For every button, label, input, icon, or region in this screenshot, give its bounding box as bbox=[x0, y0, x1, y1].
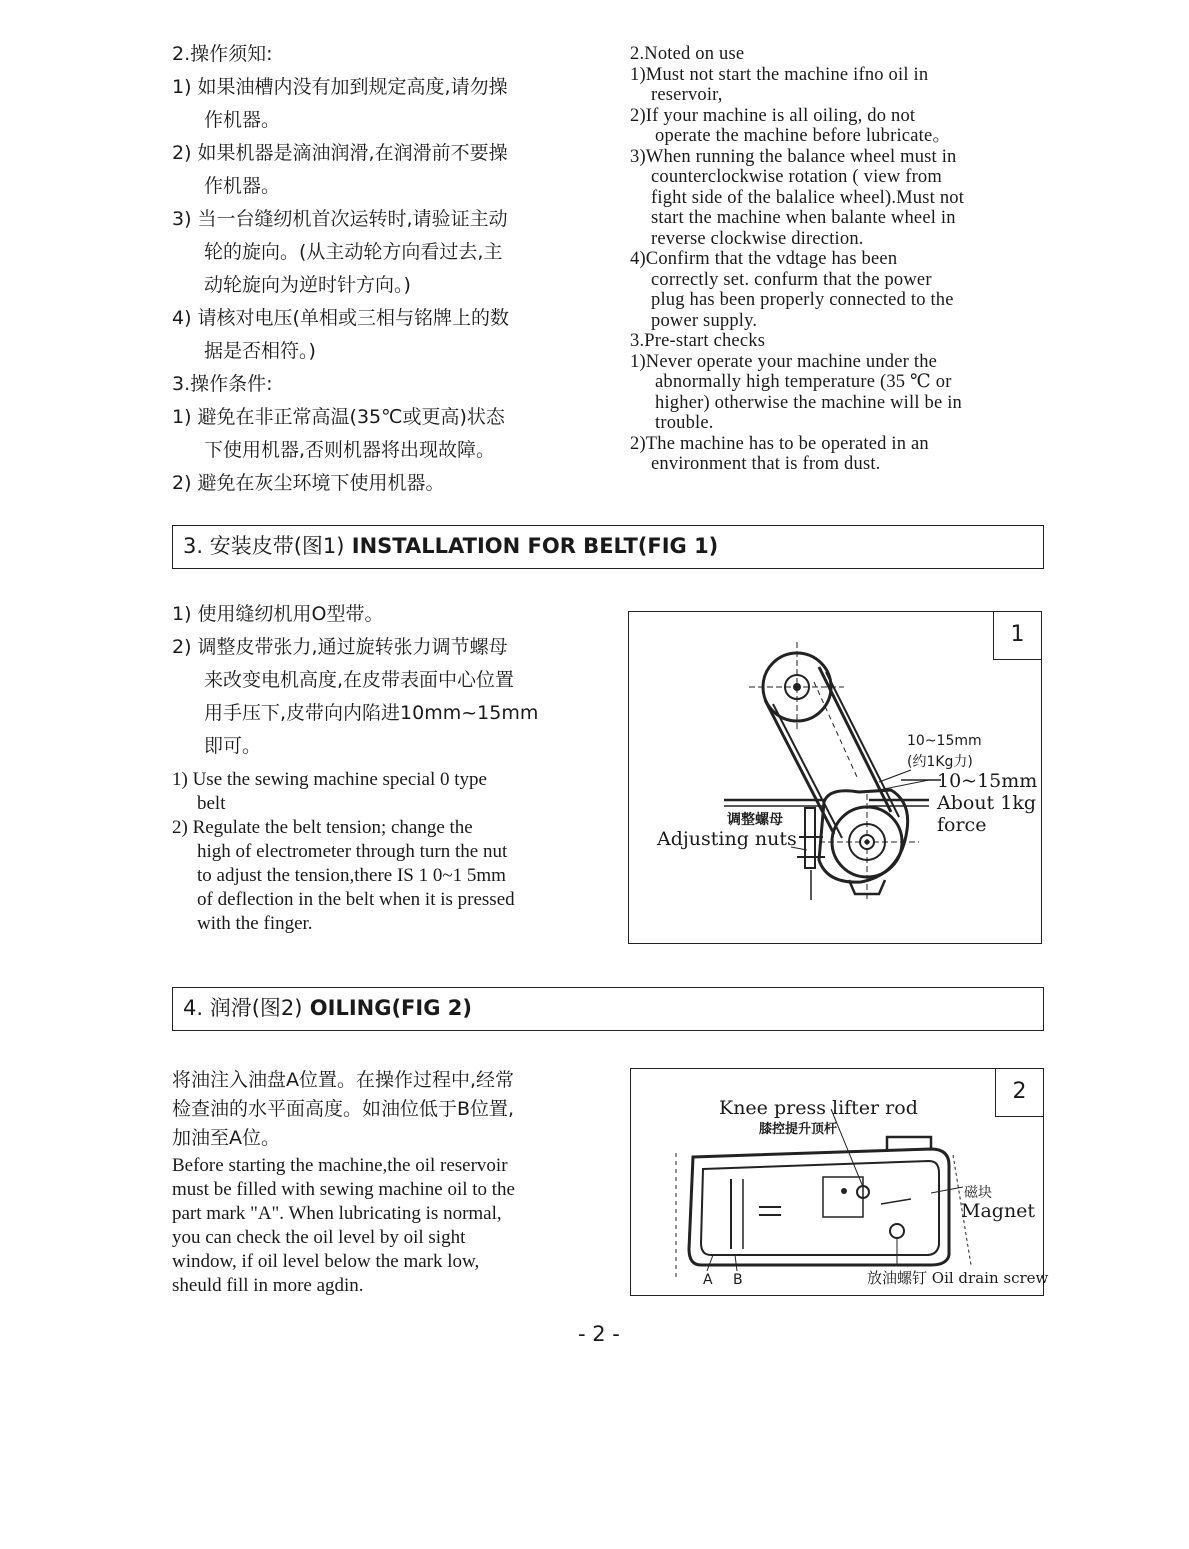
oil-cn-line: 加油至A位。 bbox=[172, 1127, 280, 1149]
notes-en-line: 3.Pre-start checks bbox=[630, 331, 766, 351]
notes-cn bbox=[172, 38, 592, 500]
notes-en-line: higher) otherwise the machine will be in bbox=[655, 392, 962, 413]
belt-en-line: 2) Regulate the belt tension; change the bbox=[172, 817, 473, 838]
notes-en-line: 3)When running the balance wheel must in bbox=[630, 146, 957, 167]
label-magnet-en: Magnet bbox=[961, 1200, 1036, 1222]
belt-cn-line: 1) 使用缝纫机用O型带。 bbox=[172, 603, 384, 625]
belt-cn-line: 2) 调整皮带张力,通过旋转张力调节螺母 bbox=[172, 636, 508, 658]
figure-1-number: 1 bbox=[993, 612, 1041, 660]
notes-en-line: plug has been properly connected to the bbox=[651, 290, 954, 310]
label-nuts-cn: 调整螺母 bbox=[727, 812, 783, 828]
notes-cn-item-cont: 作机器。 bbox=[204, 175, 281, 197]
notes-cn-item-cont: 下使用机器,否则机器将出现故障。 bbox=[204, 439, 496, 461]
belt-cn-line: 用手压下,皮带向内陷进10mm~15mm bbox=[204, 702, 539, 724]
section-oil-title-en: OILING(FIG 2) bbox=[309, 996, 472, 1020]
figure-1 bbox=[628, 611, 1042, 944]
notes-en-line: 2.Noted on use bbox=[630, 44, 745, 64]
section-oil-header bbox=[172, 987, 1044, 1031]
oil-en-line: window, if oil level below the mark low, bbox=[172, 1251, 480, 1272]
notes-en-line: trouble. bbox=[655, 413, 714, 433]
notes-cn-item: 2) 避免在灰尘环境下使用机器。 bbox=[172, 472, 445, 494]
notes-cn-item: 4) 请核对电压(单相或三相与铭牌上的数 bbox=[172, 307, 509, 329]
notes-en bbox=[630, 44, 1050, 475]
label-force: force bbox=[937, 814, 987, 836]
notes-en-line: abnormally high temperature (35 ℃ or bbox=[655, 372, 952, 392]
section-oil-title bbox=[183, 992, 472, 1022]
notes-cn-item: 3) 当一台缝纫机首次运转时,请验证主动 bbox=[172, 208, 508, 230]
notes-cn-heading-2: 3.操作条件: bbox=[172, 373, 273, 395]
notes-en-line: operate the machine before lubricate。 bbox=[655, 126, 952, 146]
label-deflection: 10~15mm bbox=[907, 733, 982, 749]
oil-en-line: part mark "A". When lubricating is normal, bbox=[172, 1203, 502, 1224]
belt-en-line: to adjust the tension,there IS 1 0~1 5mm bbox=[197, 865, 506, 886]
notes-cn-item-cont: 作机器。 bbox=[204, 109, 281, 131]
page-number: - 2 - bbox=[578, 1322, 620, 1346]
notes-en-line: counterclockwise rotation ( view from bbox=[651, 167, 942, 187]
notes-cn-item: 2) 如果机器是滴油润滑,在润滑前不要操 bbox=[172, 142, 508, 164]
section-oil-title-cn: 4. 润滑(图2) bbox=[183, 996, 303, 1020]
notes-en-line: reservoir, bbox=[651, 85, 723, 105]
notes-cn-heading: 2.操作须知: bbox=[172, 43, 273, 65]
oil-en-line: must be filled with sewing machine oil to the bbox=[172, 1179, 515, 1200]
notes-cn-item-cont: 据是否相符。) bbox=[204, 340, 316, 362]
label-deflection-en: 10~15mm bbox=[937, 770, 1038, 792]
belt-en-line: belt bbox=[197, 793, 226, 814]
section-belt-title-cn: 3. 安装皮带(图1) bbox=[183, 534, 345, 558]
label-magnet-cn: 磁块 bbox=[964, 1185, 992, 1201]
belt-text-cn bbox=[172, 598, 602, 763]
label-nuts-en: Adjusting nuts bbox=[657, 828, 797, 850]
oil-text-en bbox=[172, 1154, 602, 1298]
notes-cn-item-cont: 轮的旋向。(从主动轮方向看过去,主 bbox=[204, 241, 503, 263]
label-a: A bbox=[703, 1272, 713, 1288]
belt-en-line: with the finger. bbox=[197, 913, 313, 934]
notes-en-line: power supply. bbox=[651, 310, 758, 331]
notes-en-line: 2)If your machine is all oiling, do not bbox=[630, 105, 916, 126]
belt-cn-line: 来改变电机高度,在皮带表面中心位置 bbox=[204, 669, 515, 691]
section-belt-header bbox=[172, 525, 1044, 569]
belt-text-en bbox=[172, 768, 602, 936]
section-belt-title bbox=[183, 530, 718, 560]
oil-en-line: Before starting the machine,the oil reservoir bbox=[172, 1155, 508, 1176]
notes-cn-item: 1) 如果油槽内没有加到规定高度,请勿操 bbox=[172, 76, 508, 98]
label-drain-screw: 放油螺钉 Oil drain screw bbox=[867, 1269, 1049, 1287]
section-belt-title-en: INSTALLATION FOR BELT(FIG 1) bbox=[351, 534, 719, 558]
notes-en-line: environment that is from dust. bbox=[651, 454, 881, 474]
belt-en-line: 1) Use the sewing machine special 0 type bbox=[172, 769, 487, 790]
belt-en-line: high of electrometer through turn the nut bbox=[197, 841, 508, 862]
figure-2-number: 2 bbox=[995, 1069, 1043, 1117]
label-b: B bbox=[733, 1272, 743, 1288]
label-knee-cn: 膝控提升顶杆 bbox=[759, 1122, 838, 1137]
notes-en-line: correctly set. confurm that the power bbox=[651, 269, 932, 290]
label-knee-en: Knee press lifter rod bbox=[719, 1097, 918, 1119]
notes-cn-item-cont: 动轮旋向为逆时针方向。) bbox=[204, 274, 411, 296]
figure-2 bbox=[630, 1068, 1049, 1296]
notes-en-line: fight side of the balalice wheel).Must not bbox=[651, 187, 965, 208]
notes-en-line: 2)The machine has to be operated in an bbox=[630, 433, 929, 454]
label-about: About 1kg bbox=[937, 792, 1036, 814]
oil-en-line: sheuld fill in more agdin. bbox=[172, 1275, 364, 1296]
belt-cn-line: 即可。 bbox=[204, 735, 262, 757]
oil-en-line: you can check the oil level by oil sight bbox=[172, 1227, 466, 1248]
label-force-cn: (约1Kg力) bbox=[907, 754, 973, 770]
notes-cn-item: 1) 避免在非正常高温(35℃或更高)状态 bbox=[172, 406, 505, 428]
belt-en-line: of deflection in the belt when it is pressed bbox=[197, 889, 515, 910]
oil-text-cn bbox=[172, 1066, 602, 1153]
notes-en-line: 1)Never operate your machine under the bbox=[630, 351, 938, 372]
oil-cn-line: 将油注入油盘A位置。在操作过程中,经常 bbox=[172, 1069, 515, 1091]
oil-cn-line: 检查油的水平面高度。如油位低于B位置, bbox=[172, 1098, 515, 1120]
notes-en-line: start the machine when balante wheel in bbox=[651, 208, 956, 228]
notes-en-line: reverse clockwise direction. bbox=[651, 228, 864, 249]
notes-en-line: 1)Must not start the machine ifno oil in bbox=[630, 64, 929, 85]
notes-en-line: 4)Confirm that the vdtage has been bbox=[630, 249, 898, 269]
